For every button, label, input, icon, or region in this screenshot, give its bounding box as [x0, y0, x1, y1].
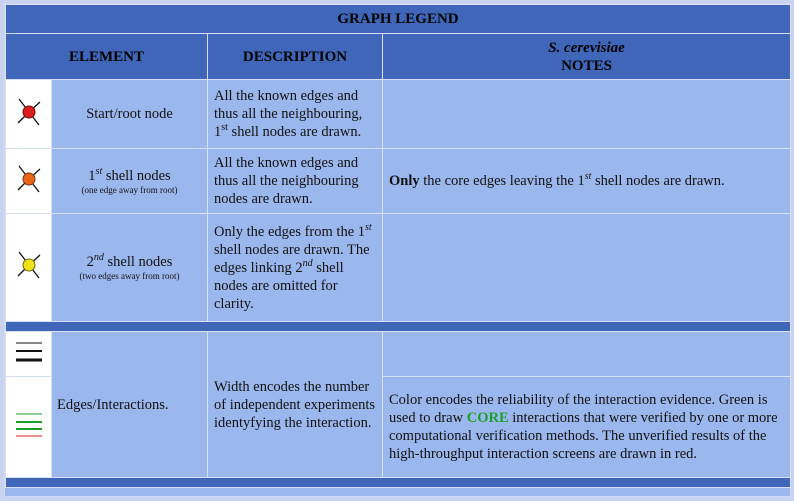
second-shell-icon-cell	[6, 214, 52, 322]
root-node-name: Start/root node	[52, 80, 208, 149]
row-root-node	[6, 80, 791, 149]
edges-color-notes: Color encodes the reliability of the interaction evidence. Green is used to draw CORE interactions that were verified by one or more computational verification methods. The unverified results of the high-throughput interaction screens are drawn in red.	[383, 377, 791, 478]
edges-description: Width encodes the number of independent experiments identyfying the interaction.	[208, 332, 383, 478]
root-node-description: All the known edges and thus all the neighbouring, 1st shell nodes are drawn.	[208, 80, 383, 149]
first-shell-node-icon	[16, 164, 42, 194]
second-shell-node-icon	[16, 250, 42, 280]
root-node-notes	[383, 80, 791, 149]
header-notes	[383, 34, 791, 80]
header-element: ELEMENT	[6, 34, 208, 80]
edges-name: Edges/Interactions.	[52, 332, 208, 478]
edge-width-icon-cell	[6, 332, 52, 377]
root-node-icon	[16, 97, 42, 127]
graph-legend	[4, 3, 791, 497]
first-shell-notes: Only the core edges leaving the 1st shell nodes are drawn.	[383, 149, 791, 214]
legend-footer	[6, 478, 791, 488]
row-first-shell	[6, 149, 791, 214]
first-shell-description: All the known edges and thus all the neighbouring nodes are drawn.	[208, 149, 383, 214]
edge-color-icon-cell	[6, 377, 52, 478]
legend-table	[5, 4, 791, 488]
second-shell-subtitle: (two edges away from root)	[79, 271, 180, 281]
first-shell-name: 1st shell nodes (one edge away from root)	[52, 149, 208, 214]
edge-color-icon	[14, 410, 44, 440]
header-description: DESCRIPTION	[208, 34, 383, 80]
first-shell-subtitle: (one edge away from root)	[81, 184, 178, 195]
row-edges-width	[6, 332, 791, 377]
legend-title: GRAPH LEGEND	[6, 5, 791, 34]
first-shell-icon-cell	[6, 149, 52, 214]
edges-width-notes	[383, 332, 791, 377]
header-notes-species: S. cerevisiae	[548, 39, 625, 56]
core-label: CORE	[466, 410, 509, 426]
second-shell-description: Only the edges from the 1st shell nodes are drawn. The edges linking 2nd shell nodes are omitted for clarity.	[208, 214, 383, 322]
second-shell-name: 2nd shell nodes (two edges away from root)	[52, 214, 208, 322]
edge-width-icon	[14, 340, 44, 364]
root-node-icon-cell	[6, 80, 52, 149]
second-shell-notes	[383, 214, 791, 322]
section-separator	[6, 322, 791, 332]
header-notes-label: NOTES	[561, 57, 612, 74]
row-second-shell	[6, 214, 791, 322]
